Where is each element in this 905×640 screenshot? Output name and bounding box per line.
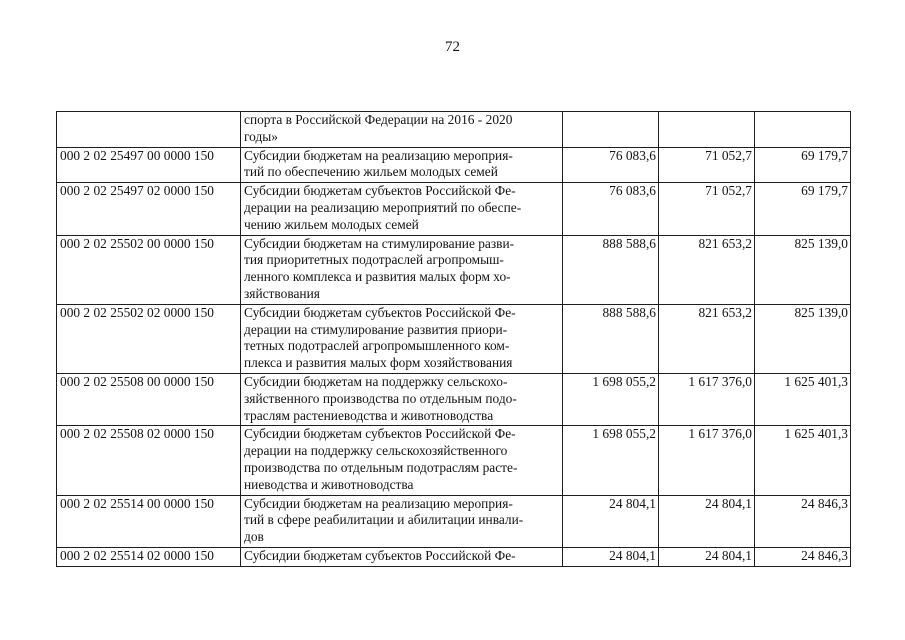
amount-year-3-cell: 24 846,3	[755, 547, 851, 566]
description-line: ниеводства и животноводства	[244, 476, 414, 492]
description-cell	[241, 426, 563, 495]
table-row	[57, 373, 851, 425]
description-line: тетных подотраслей агропромышленного ком-	[244, 338, 510, 354]
description-line: Субсидии бюджетам субъектов Российской Фе-	[244, 426, 516, 442]
amount-year-3-cell: 69 179,7	[755, 147, 851, 183]
budget-table	[56, 111, 851, 567]
table-row	[57, 235, 851, 304]
description-cell	[241, 547, 563, 566]
amount-year-1-cell: 1 698 055,2	[563, 426, 659, 495]
budget-code-cell: 000 2 02 25502 00 0000 150	[57, 235, 241, 304]
amount-year-2-cell: 24 804,1	[659, 547, 755, 566]
amount-year-2-cell	[659, 112, 755, 148]
amount-year-3-cell: 69 179,7	[755, 183, 851, 235]
amount-year-3-cell: 1 625 401,3	[755, 373, 851, 425]
amount-year-1-cell: 888 588,6	[563, 235, 659, 304]
table-row	[57, 426, 851, 495]
description-cell	[241, 112, 563, 148]
amount-year-1-cell: 1 698 055,2	[563, 373, 659, 425]
budget-code-cell: 000 2 02 25514 02 0000 150	[57, 547, 241, 566]
description-line: производства по отдельным подотраслям расте-	[244, 459, 518, 475]
description-line: Субсидии бюджетам субъектов Российской Фе-	[244, 304, 516, 320]
description-line: плекса и развития малых форм хозяйствования	[244, 355, 513, 371]
description-cell	[241, 235, 563, 304]
description-line: тий в сфере реабилитации и абилитации инвали-	[244, 512, 524, 528]
table-row	[57, 183, 851, 235]
table-row	[57, 495, 851, 547]
amount-year-2-cell: 71 052,7	[659, 147, 755, 183]
budget-code-cell: 000 2 02 25514 00 0000 150	[57, 495, 241, 547]
amount-year-2-cell: 24 804,1	[659, 495, 755, 547]
table-row	[57, 304, 851, 373]
budget-table-body	[57, 112, 851, 567]
budget-code-cell: 000 2 02 25508 02 0000 150	[57, 426, 241, 495]
amount-year-1-cell: 76 083,6	[563, 183, 659, 235]
description-cell	[241, 147, 563, 183]
amount-year-1-cell: 76 083,6	[563, 147, 659, 183]
budget-code-cell: 000 2 02 25502 02 0000 150	[57, 304, 241, 373]
amount-year-1-cell	[563, 112, 659, 148]
amount-year-3-cell: 825 139,0	[755, 304, 851, 373]
description-line: дерации на стимулирование развития приори-	[244, 321, 508, 337]
description-cell	[241, 495, 563, 547]
description-line: Субсидии бюджетам на стимулирование разви-	[244, 235, 515, 251]
description-line: чению жильем молодых семей	[244, 216, 419, 232]
amount-year-2-cell: 1 617 376,0	[659, 426, 755, 495]
description-line: ленного комплекса и развития малых форм хо-	[244, 269, 511, 285]
description-line: Субсидии бюджетам субъектов Российской Фе-	[244, 547, 516, 563]
amount-year-3-cell: 24 846,3	[755, 495, 851, 547]
amount-year-1-cell: 888 588,6	[563, 304, 659, 373]
description-line: зяйствования	[244, 285, 320, 301]
amount-year-2-cell: 821 653,2	[659, 304, 755, 373]
description-cell	[241, 373, 563, 425]
table-row	[57, 112, 851, 148]
description-line: дерации на поддержку сельскохозяйственного	[244, 443, 508, 459]
table-row	[57, 147, 851, 183]
budget-code-cell	[57, 112, 241, 148]
amount-year-2-cell: 821 653,2	[659, 235, 755, 304]
description-cell	[241, 304, 563, 373]
description-line: дов	[244, 529, 264, 545]
description-line: тий по обеспечению жильем молодых семей	[244, 164, 498, 180]
description-line: Субсидии бюджетам на реализацию мероприя-	[244, 495, 513, 511]
amount-year-1-cell: 24 804,1	[563, 547, 659, 566]
description-line: тия приоритетных подотраслей агропромыш-	[244, 252, 504, 268]
table-row	[57, 547, 851, 566]
description-line: дерации на реализацию мероприятий по обеспе-	[244, 199, 522, 215]
amount-year-2-cell: 71 052,7	[659, 183, 755, 235]
description-line: Субсидии бюджетам на поддержку сельскохо-	[244, 373, 508, 389]
description-line: траслям растениеводства и животноводства	[244, 407, 494, 423]
description-line: Субсидии бюджетам на реализацию мероприя-	[244, 147, 513, 163]
description-cell	[241, 183, 563, 235]
budget-code-cell: 000 2 02 25497 00 0000 150	[57, 147, 241, 183]
amount-year-3-cell	[755, 112, 851, 148]
amount-year-3-cell: 1 625 401,3	[755, 426, 851, 495]
description-line: Субсидии бюджетам субъектов Российской Фе-	[244, 183, 516, 199]
page-number: 72	[445, 39, 460, 55]
budget-code-cell: 000 2 02 25508 00 0000 150	[57, 373, 241, 425]
amount-year-1-cell: 24 804,1	[563, 495, 659, 547]
description-line: спорта в Российской Федерации на 2016 - 2020	[244, 112, 513, 127]
amount-year-2-cell: 1 617 376,0	[659, 373, 755, 425]
description-line: годы»	[244, 128, 278, 144]
description-line: зяйственного производства по отдельным подо-	[244, 390, 517, 406]
budget-code-cell: 000 2 02 25497 02 0000 150	[57, 183, 241, 235]
amount-year-3-cell: 825 139,0	[755, 235, 851, 304]
